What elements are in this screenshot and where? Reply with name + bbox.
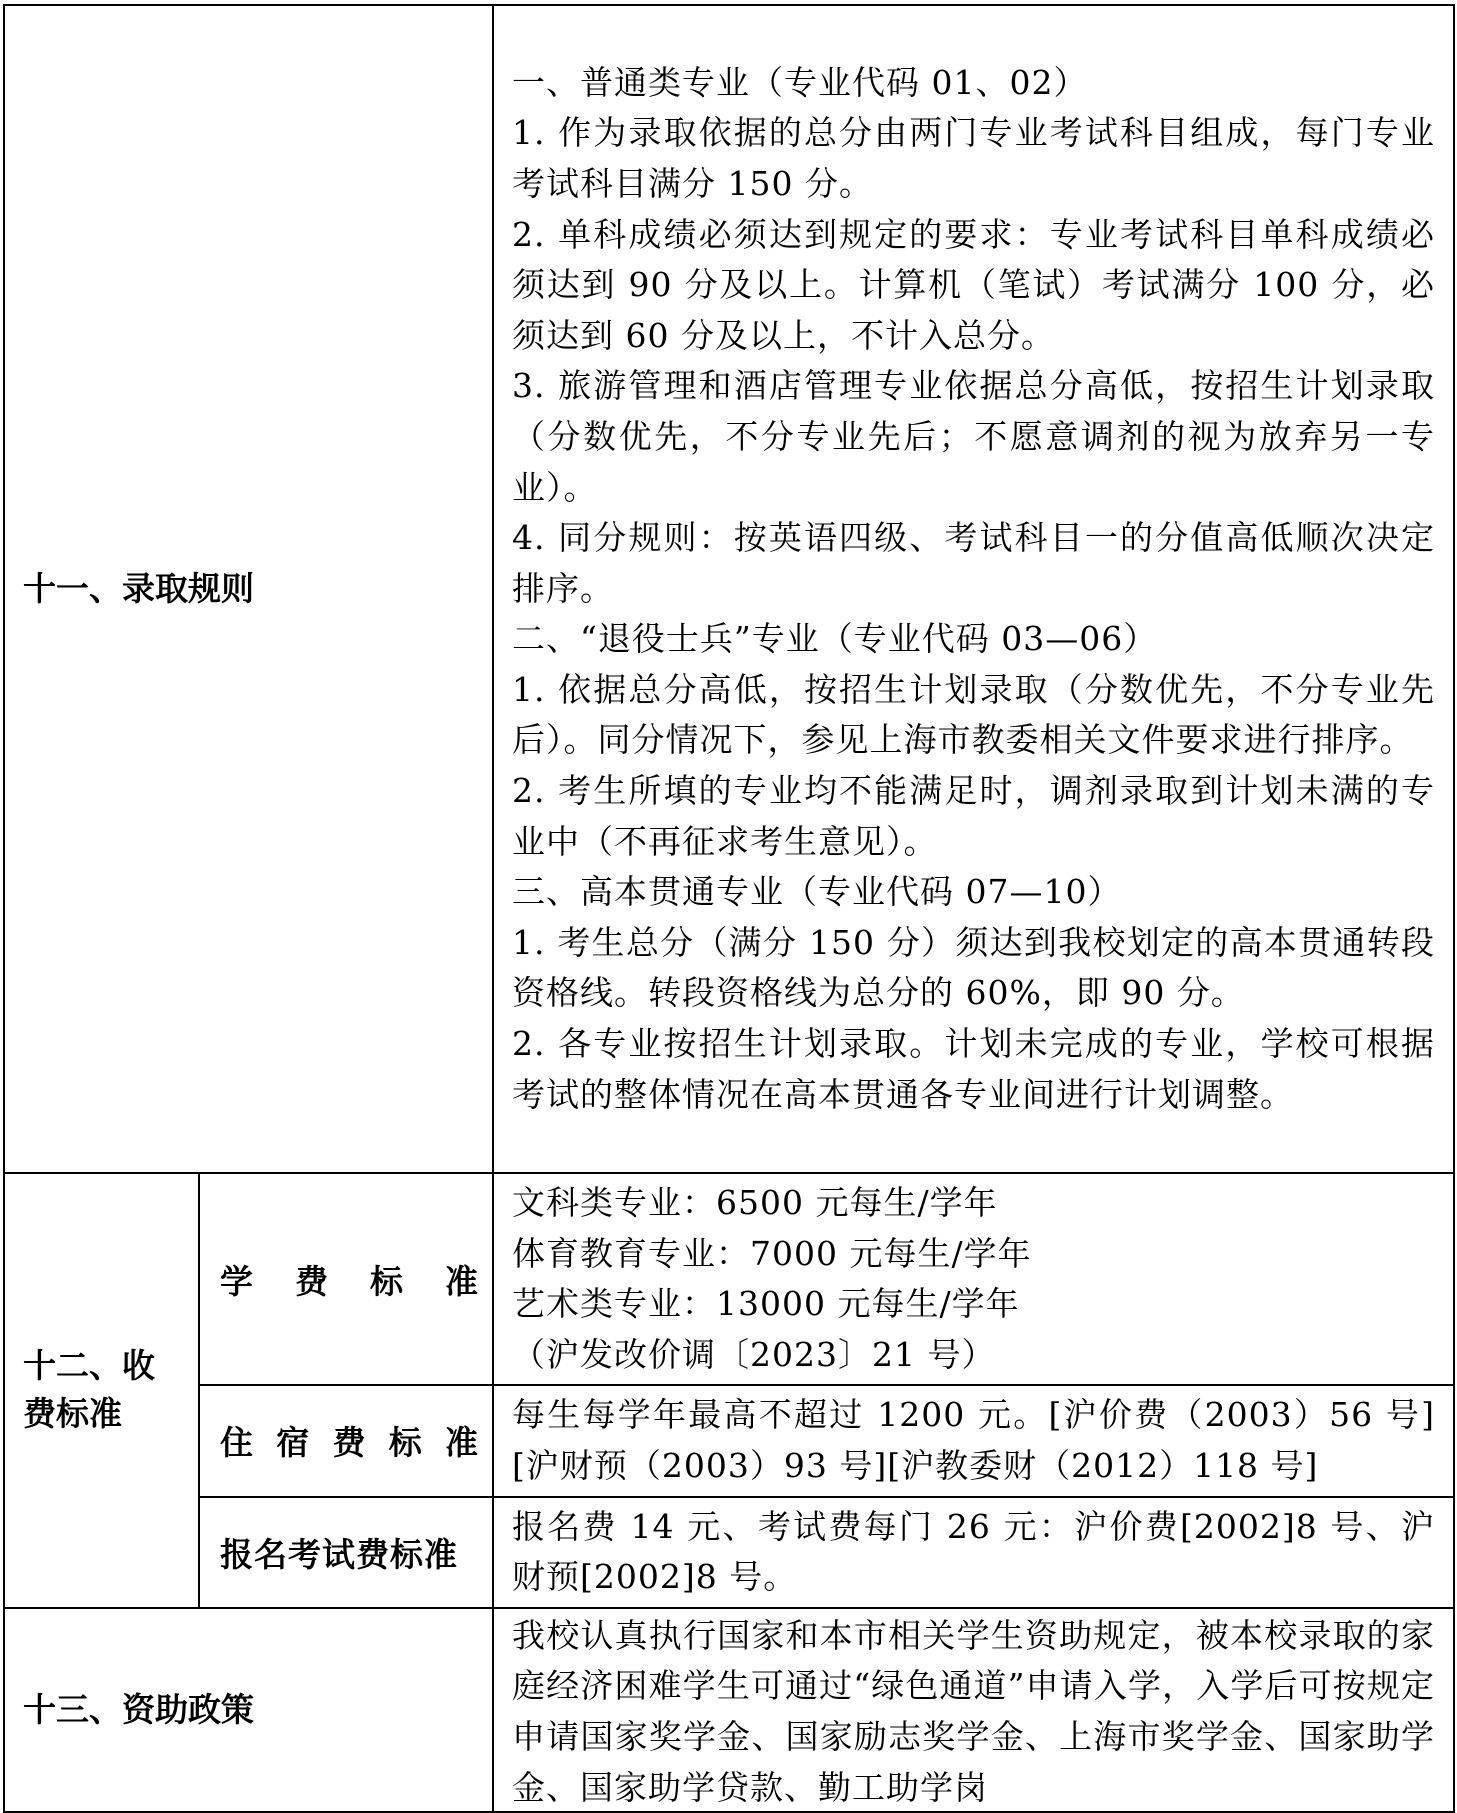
- fees-label: 十二、收费标准: [4, 1173, 199, 1608]
- registration-content: 报名费 14 元、考试费每门 26 元：沪价费[2002]8 号、沪财预[2002]8 号。: [493, 1497, 1454, 1608]
- policy-table: [3, 4, 1455, 1813]
- admission-line: 1. 依据总分高低，按招生计划录取（分数优先，不分专业先后）。同分情况下，参见上海市教委相关文件要求进行排序。: [512, 669, 1435, 760]
- accommodation-content: 每生每学年最高不超过 1200 元。[沪价费（2003）56 号][沪财预（2003）93 号][沪教委财（2012）118 号]: [493, 1385, 1454, 1496]
- admission-row: [4, 5, 1454, 1173]
- accommodation-label-char: 准: [445, 1423, 478, 1463]
- admission-line: 2. 各专业按招生计划录取。计划未完成的专业，学校可根据考试的整体情况在高本贯通各专业间进行计划调整。: [512, 1024, 1435, 1114]
- aid-row: [4, 1608, 1454, 1812]
- admission-line: 3. 旅游管理和酒店管理专业依据总分高低，按招生计划录取（分数优先，不分专业先后；不愿意调剂的视为放弃另一专业）。: [512, 366, 1435, 507]
- tuition-label-char: 标: [370, 1261, 403, 1301]
- tuition-row: [4, 1173, 1454, 1385]
- admission-label: 十一、录取规则: [4, 5, 493, 1173]
- accommodation-label-char: 标: [388, 1423, 422, 1463]
- accommodation-label-char: 费: [332, 1423, 366, 1463]
- admission-line: 一、普通类专业（专业代码 01、02）: [512, 62, 1088, 102]
- tuition-label-char: 学: [220, 1261, 253, 1301]
- registration-row: [4, 1497, 1454, 1608]
- accommodation-row: [4, 1385, 1454, 1496]
- admission-rules: [493, 5, 1454, 1173]
- tuition-line: 艺术类专业：13000 元每生/学年: [512, 1284, 1020, 1324]
- tuition-line: （沪发改价调〔2023〕21 号）: [512, 1334, 996, 1374]
- aid-text: 我校认真执行国家和本市相关学生资助规定，被本校录取的家庭经济困难学生可通过“绿色通道”申请入学，入学后可按规定申请国家奖学金、国家励志奖学金、上海市奖学金、国家助学金、国家助学贷款、勤工助学岗: [512, 1615, 1435, 1807]
- aid-content: [493, 1608, 1454, 1812]
- tuition-label: [199, 1173, 493, 1385]
- admission-line: 2. 单科成绩必须达到规定的要求：专业考试科目单科成绩必须达到 90 分及以上。计算机（笔试）考试满分 100 分，必须达到 60 分及以上，不计入总分。: [512, 214, 1435, 355]
- admission-line: 1. 考生总分（满分 150 分）须达到我校划定的高本贯通转段资格线。转段资格线为总分的 60%，即 90 分。: [512, 922, 1435, 1013]
- accommodation-label-char: 宿: [276, 1423, 310, 1463]
- tuition-label-char: 费: [295, 1261, 328, 1301]
- accommodation-label: [199, 1385, 493, 1496]
- admission-line: 1. 作为录取依据的总分由两门专业考试科目组成，每门专业考试科目满分 150 分。: [512, 113, 1435, 203]
- admission-line: 三、高本贯通专业（专业代码 07—10）: [512, 872, 1122, 912]
- admission-line: 4. 同分规则：按英语四级、考试科目一的分值高低顺次决定排序。: [512, 518, 1435, 608]
- tuition-line: 文科类专业：6500 元每生/学年: [512, 1183, 998, 1222]
- tuition-label-char: 准: [445, 1261, 478, 1301]
- admission-line: 二、“退役士兵”专业（专业代码 03—06）: [512, 619, 1158, 659]
- admission-line: 2. 考生所填的专业均不能满足时，调剂录取到计划未满的专业中（不再征求考生意见）。: [512, 771, 1435, 861]
- tuition-line: 体育教育专业：7000 元每生/学年: [512, 1233, 1032, 1273]
- registration-label: 报名考试费标准: [199, 1497, 493, 1608]
- accommodation-label-char: 住: [220, 1423, 253, 1463]
- tuition-content: [493, 1173, 1454, 1385]
- aid-label: 十三、资助政策: [4, 1608, 493, 1812]
